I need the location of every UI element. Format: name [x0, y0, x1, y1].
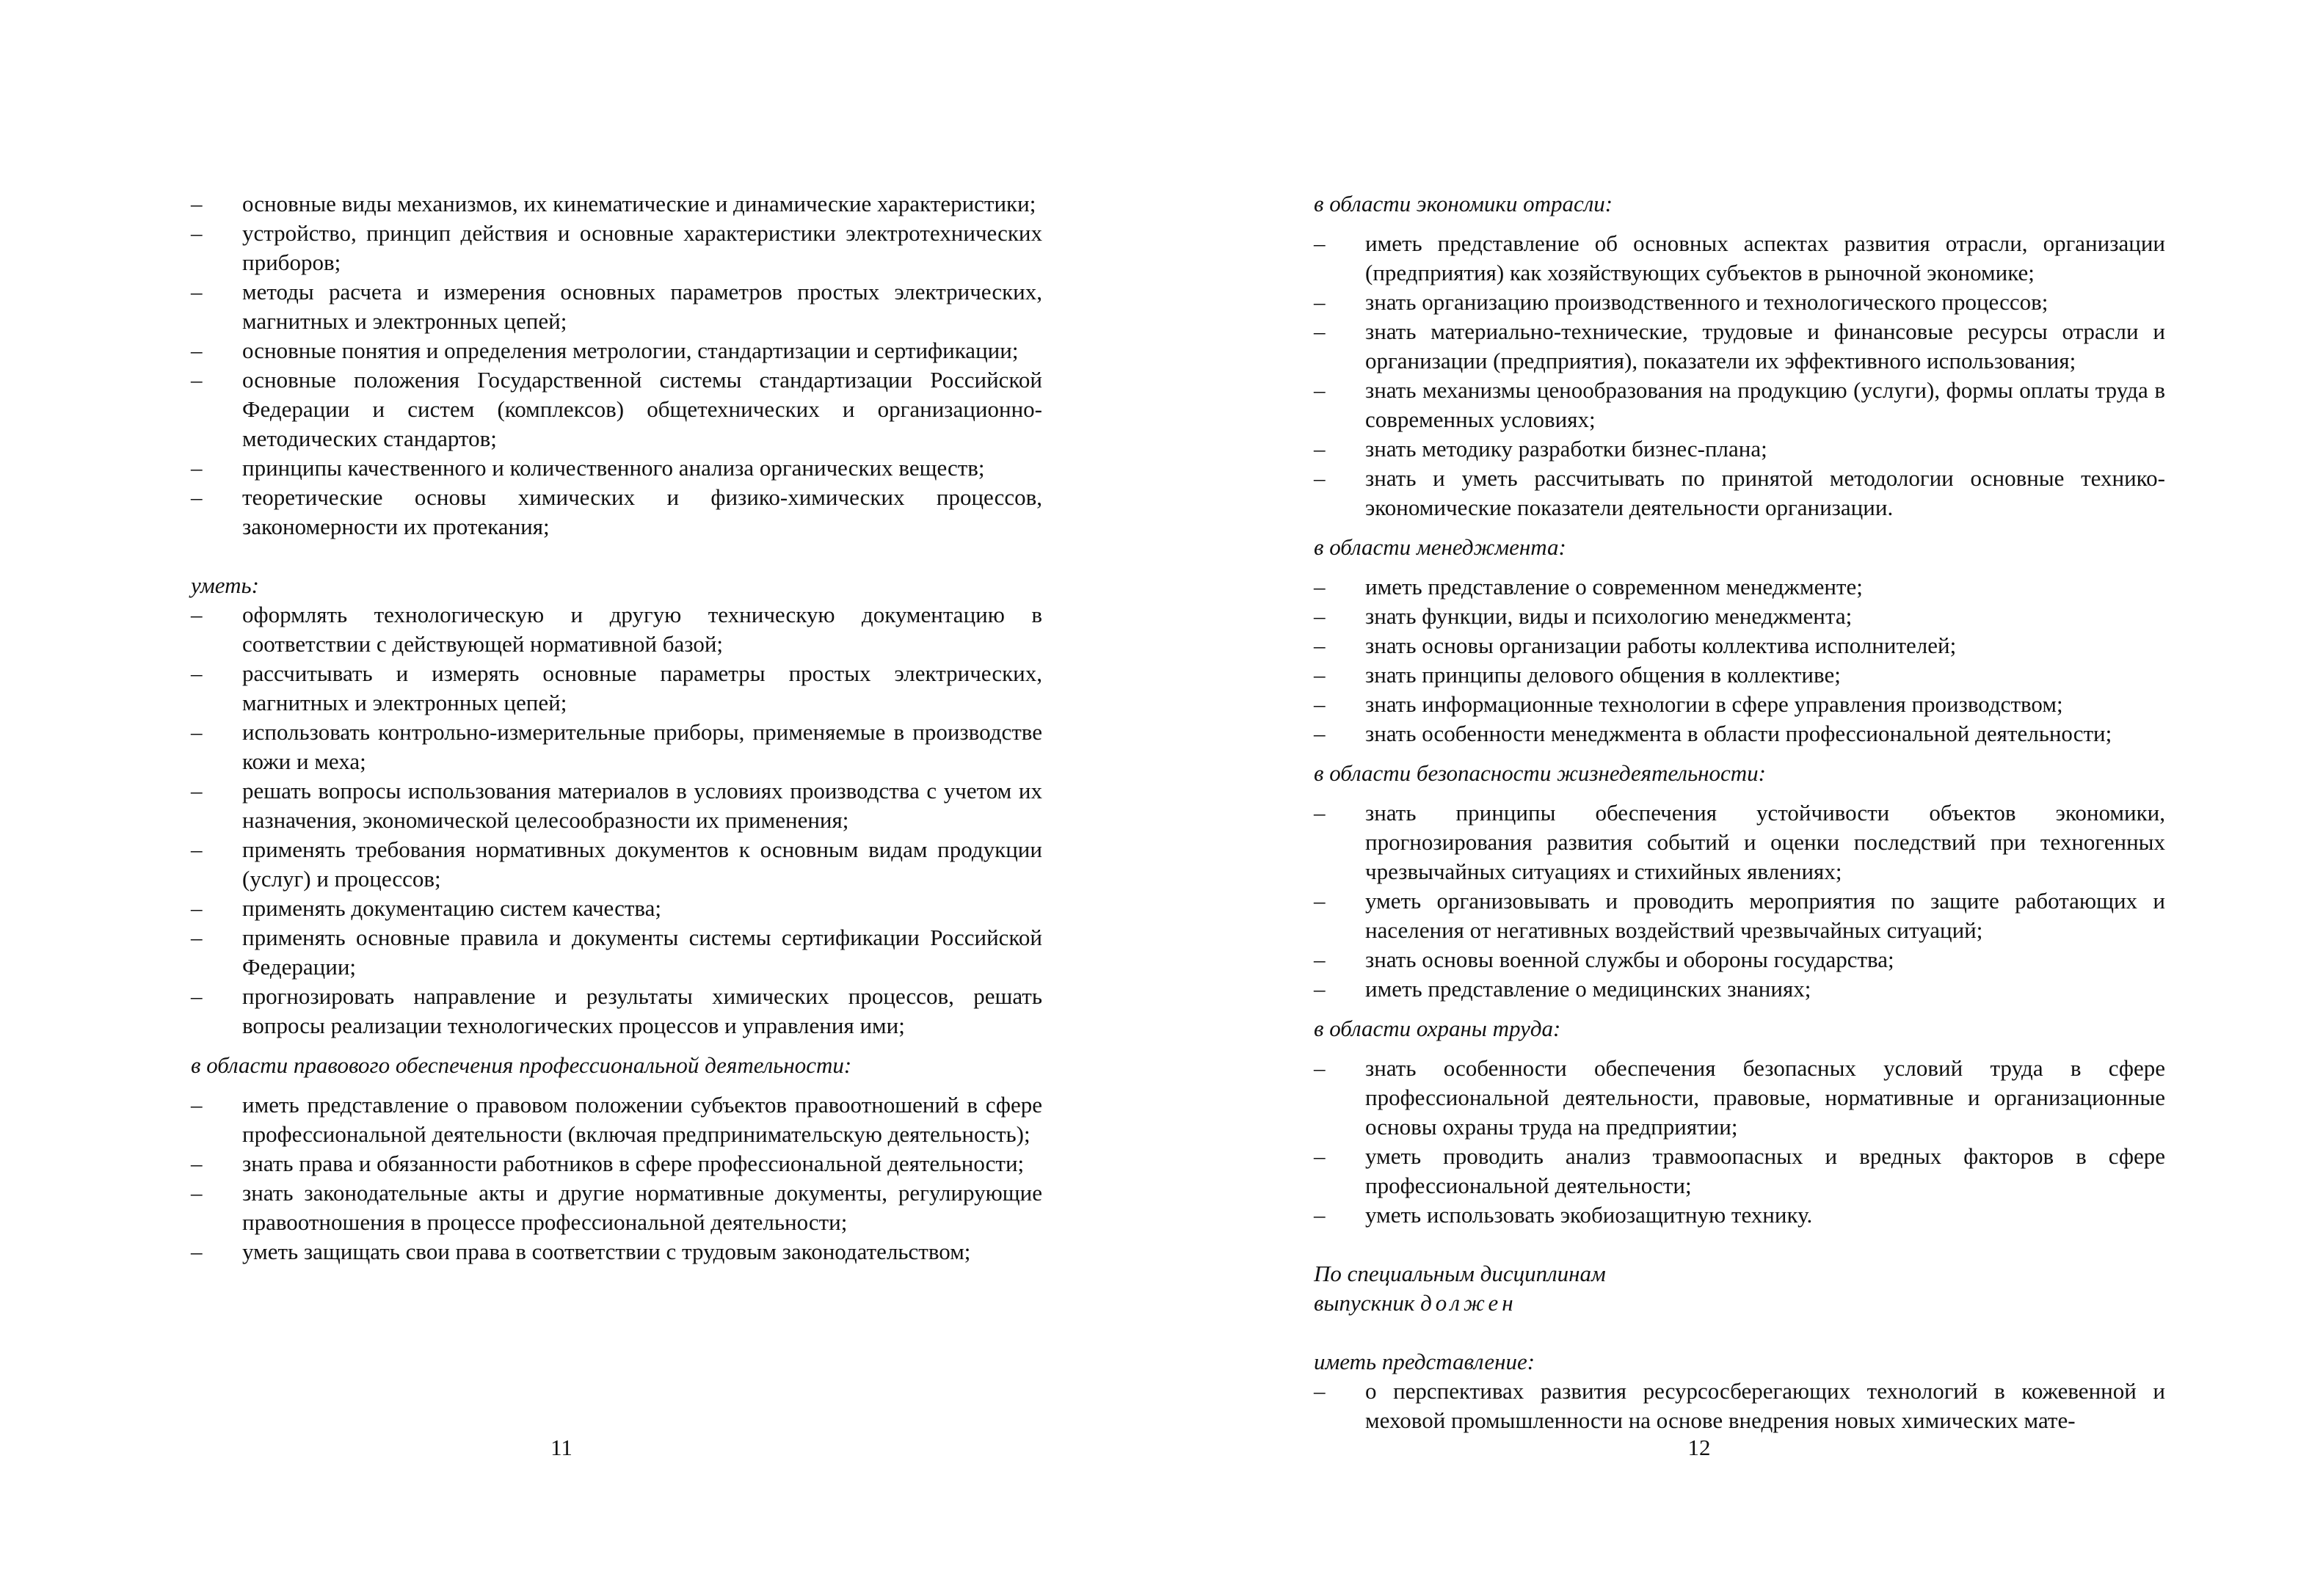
heading-law: в области правового обеспечения профессиональной деятельности:	[191, 1052, 852, 1078]
dash-bullet: –	[191, 1180, 203, 1206]
list-item-text: знать и уметь рассчитывать по принятой методологии основные технико-экономические показатели деятельности организации.	[1365, 465, 2165, 520]
list-represent	[1314, 1377, 2165, 1435]
graduate-must-line	[1314, 1289, 2165, 1318]
list-item-text: о перспективах развития ресурсосберегающих технологий в кожевенной и меховой промышленности на основе внедрения новых химических мате-	[1365, 1378, 2165, 1433]
dash-bullet: –	[191, 367, 203, 393]
list-item-text: принципы качественного и количественного анализа органических веществ;	[242, 455, 985, 481]
list-item-text: рассчитывать и измерять основные параметры простых электрических, магнитных и электронных цепей;	[242, 660, 1042, 715]
list-law	[191, 1090, 1042, 1267]
dash-bullet: –	[191, 191, 203, 216]
heading-economics: в области экономики отрасли:	[1314, 191, 1613, 216]
graduate-word: выпускник	[1314, 1290, 1421, 1316]
list-item-text: основные понятия и определения метрологии, стандартизации и сертификации;	[242, 338, 1019, 363]
page-number-left: 11	[550, 1435, 572, 1460]
list-item	[1314, 1200, 2165, 1230]
dash-bullet: –	[191, 925, 203, 950]
list-item	[1314, 572, 2165, 602]
list-item-text: знать принципы обеспечения устойчивости объектов экономики, прогнозирования развития событий и оценки последствий при техногенных чрезвычайных ситуациях и стихийных явлениях;	[1365, 800, 2165, 884]
left-page	[191, 189, 1042, 1267]
dash-bullet: –	[1314, 1055, 1326, 1081]
list-item	[1314, 1142, 2165, 1200]
right-page	[1314, 189, 2165, 1435]
dash-bullet: –	[1314, 603, 1326, 629]
list-item-text: знать материально-технические, трудовые и финансовые ресурсы отрасли и организации (предприятия), показатели их эффективного использования;	[1365, 318, 2165, 374]
dash-bullet: –	[191, 1239, 203, 1264]
list-item	[1314, 434, 2165, 464]
list-item	[191, 659, 1042, 718]
heading-safety: в области безопасности жизнедеятельности:	[1314, 760, 1766, 786]
list-item	[1314, 1377, 2165, 1435]
list-item-text: устройство, принцип действия и основные характеристики электротехнических приборов;	[242, 220, 1042, 275]
list-item-text: иметь представление о современном менеджменте;	[1365, 574, 1863, 600]
dash-bullet: –	[1314, 1143, 1326, 1169]
list-item	[1314, 798, 2165, 886]
dash-bullet: –	[191, 660, 203, 686]
dash-bullet: –	[1314, 947, 1326, 972]
dash-bullet: –	[1314, 633, 1326, 658]
dash-bullet: –	[1314, 1378, 1326, 1404]
list-item-text: методы расчета и измерения основных параметров простых электрических, магнитных и электронных цепей;	[242, 279, 1042, 334]
list-item	[191, 219, 1042, 277]
list-item	[191, 982, 1042, 1041]
list-item-text: знать законодательные акты и другие нормативные документы, регулирующие правоотношения в процессе профессиональной деятельности;	[242, 1180, 1042, 1235]
dash-bullet: –	[191, 279, 203, 305]
list-item-text: использовать контрольно-измерительные приборы, применяемые в производстве кожи и меха;	[242, 719, 1042, 774]
list-item-text: применять документацию систем качества;	[242, 895, 661, 921]
dash-bullet: –	[1314, 1202, 1326, 1228]
dash-bullet: –	[191, 837, 203, 862]
list-item-text: уметь защищать свои права в соответствии с трудовым законодательством;	[242, 1239, 971, 1264]
list-item	[1314, 229, 2165, 288]
dash-bullet: –	[1314, 318, 1326, 344]
list-item-text: знать организацию производственного и технологического процессов;	[1365, 289, 2049, 315]
list-item	[1314, 1054, 2165, 1142]
dash-bullet: –	[191, 338, 203, 363]
list-item-text: знать методику разработки бизнес-плана;	[1365, 436, 1767, 462]
dash-bullet: –	[1314, 377, 1326, 403]
list-skills	[191, 600, 1042, 1041]
list-item-text: знать принципы делового общения в коллективе;	[1365, 662, 1841, 688]
list-item-text: знать особенности менеджмента в области профессиональной деятельности;	[1365, 721, 2112, 746]
list-knowledge	[191, 189, 1042, 542]
dash-bullet: –	[1314, 230, 1326, 256]
heading-labor: в области охраны труда:	[1314, 1016, 1561, 1041]
list-item	[191, 835, 1042, 894]
list-item-text: решать вопросы использования материалов в условиях производства с учетом их назначения, экономической целесообразности их применения;	[242, 778, 1042, 833]
dash-bullet: –	[1314, 721, 1326, 746]
list-item	[1314, 974, 2165, 1004]
list-item	[1314, 376, 2165, 434]
dash-bullet: –	[191, 719, 203, 745]
list-item	[191, 600, 1042, 659]
dash-bullet: –	[1314, 289, 1326, 315]
list-item	[191, 365, 1042, 453]
list-item-text: знать права и обязанности работников в сфере профессиональной деятельности;	[242, 1151, 1025, 1176]
list-item	[1314, 602, 2165, 631]
heading-umet: уметь:	[191, 572, 259, 598]
list-item	[1314, 945, 2165, 974]
list-item	[191, 1178, 1042, 1237]
dash-bullet: –	[191, 1092, 203, 1118]
list-item	[191, 189, 1042, 219]
list-item	[1314, 464, 2165, 522]
list-item	[1314, 660, 2165, 690]
list-item	[191, 277, 1042, 336]
list-item-text: уметь проводить анализ травмоопасных и вредных факторов в сфере профессиональной деятельности;	[1365, 1143, 2165, 1198]
list-item	[191, 776, 1042, 835]
list-item	[191, 923, 1042, 982]
dash-bullet: –	[191, 455, 203, 481]
list-item	[191, 1090, 1042, 1149]
list-item	[191, 894, 1042, 923]
list-item-text: оформлять технологическую и другую техническую документацию в соответствии с действующей нормативной базой;	[242, 602, 1042, 657]
dash-bullet: –	[1314, 574, 1326, 600]
list-item	[191, 718, 1042, 776]
heading-represent: иметь представление:	[1314, 1349, 1535, 1374]
dash-bullet: –	[191, 220, 203, 246]
list-item-text: знать основы организации работы коллектива исполнителей;	[1365, 633, 1957, 658]
dash-bullet: –	[191, 484, 203, 510]
list-item-text: иметь представление о правовом положении субъектов правоотношений в сфере профессиональной деятельности (включая предпринимательскую деятельность);	[242, 1092, 1042, 1147]
list-item	[1314, 690, 2165, 719]
list-item	[191, 483, 1042, 542]
dash-bullet: –	[191, 983, 203, 1009]
list-item-text: применять основные правила и документы системы сертификации Российской Федерации;	[242, 925, 1042, 980]
list-item	[191, 336, 1042, 365]
list-labor	[1314, 1054, 2165, 1230]
list-item	[1314, 631, 2165, 660]
list-economics	[1314, 229, 2165, 522]
list-item-text: прогнозировать направление и результаты химических процессов, решать вопросы реализации технологических процессов и управления ими;	[242, 983, 1042, 1038]
dash-bullet: –	[1314, 888, 1326, 914]
dash-bullet: –	[1314, 800, 1326, 826]
list-item-text: иметь представление о медицинских знаниях;	[1365, 976, 1811, 1002]
list-item-text: знать функции, виды и психологию менеджмента;	[1365, 603, 1853, 629]
list-item-text: уметь организовывать и проводить мероприятия по защите работающих и населения от негативных воздействий чрезвычайных ситуаций;	[1365, 888, 2165, 943]
list-item-text: знать механизмы ценообразования на продукцию (услуги), формы оплаты труда в современных условиях;	[1365, 377, 2165, 432]
dash-bullet: –	[1314, 976, 1326, 1002]
list-item	[191, 453, 1042, 483]
dash-bullet: –	[191, 602, 203, 627]
dash-bullet: –	[191, 895, 203, 921]
dash-bullet: –	[1314, 662, 1326, 688]
list-item-text: применять требования нормативных документов к основным видам продукции (услуг) и процессов;	[242, 837, 1042, 892]
list-safety	[1314, 798, 2165, 1004]
list-item-text: основные виды механизмов, их кинематические и динамические характеристики;	[242, 191, 1036, 216]
dash-bullet: –	[1314, 691, 1326, 717]
list-management	[1314, 572, 2165, 748]
list-item-text: основные положения Государственной системы стандартизации Российской Федерации и систем (комплексов) общетехнических и организационно-методических стандартов;	[242, 367, 1042, 451]
dash-bullet: –	[191, 1151, 203, 1176]
list-item-text: знать информационные технологии в сфере управления производством;	[1365, 691, 2063, 717]
dash-bullet: –	[191, 778, 203, 804]
list-item-text: иметь представление об основных аспектах развития отрасли, организации (предприятия) как хозяйствующих субъектов в рыночной экономике;	[1365, 230, 2165, 285]
must-word: должен	[1420, 1290, 1517, 1316]
list-item	[1314, 719, 2165, 748]
list-item	[1314, 317, 2165, 376]
dash-bullet: –	[1314, 465, 1326, 491]
list-item	[191, 1149, 1042, 1178]
dash-bullet: –	[1314, 436, 1326, 462]
page-number-right: 12	[1687, 1435, 1711, 1460]
list-item	[1314, 886, 2165, 945]
list-item-text: знать особенности обеспечения безопасных условий труда в сфере профессиональной деятельности, правовые, нормативные и организационные основы охраны труда на предприятии;	[1365, 1055, 2165, 1140]
list-item-text: знать основы военной службы и обороны государства;	[1365, 947, 1894, 972]
list-item	[191, 1237, 1042, 1267]
list-item	[1314, 288, 2165, 317]
heading-management: в области менеджмента:	[1314, 534, 1566, 560]
list-item-text: уметь использовать экобиозащитную технику.	[1365, 1202, 1813, 1228]
list-item-text: теоретические основы химических и физико-химических процессов, закономерности их протекания;	[242, 484, 1042, 539]
special-disciplines-heading: По специальным дисциплинам	[1314, 1261, 1606, 1286]
